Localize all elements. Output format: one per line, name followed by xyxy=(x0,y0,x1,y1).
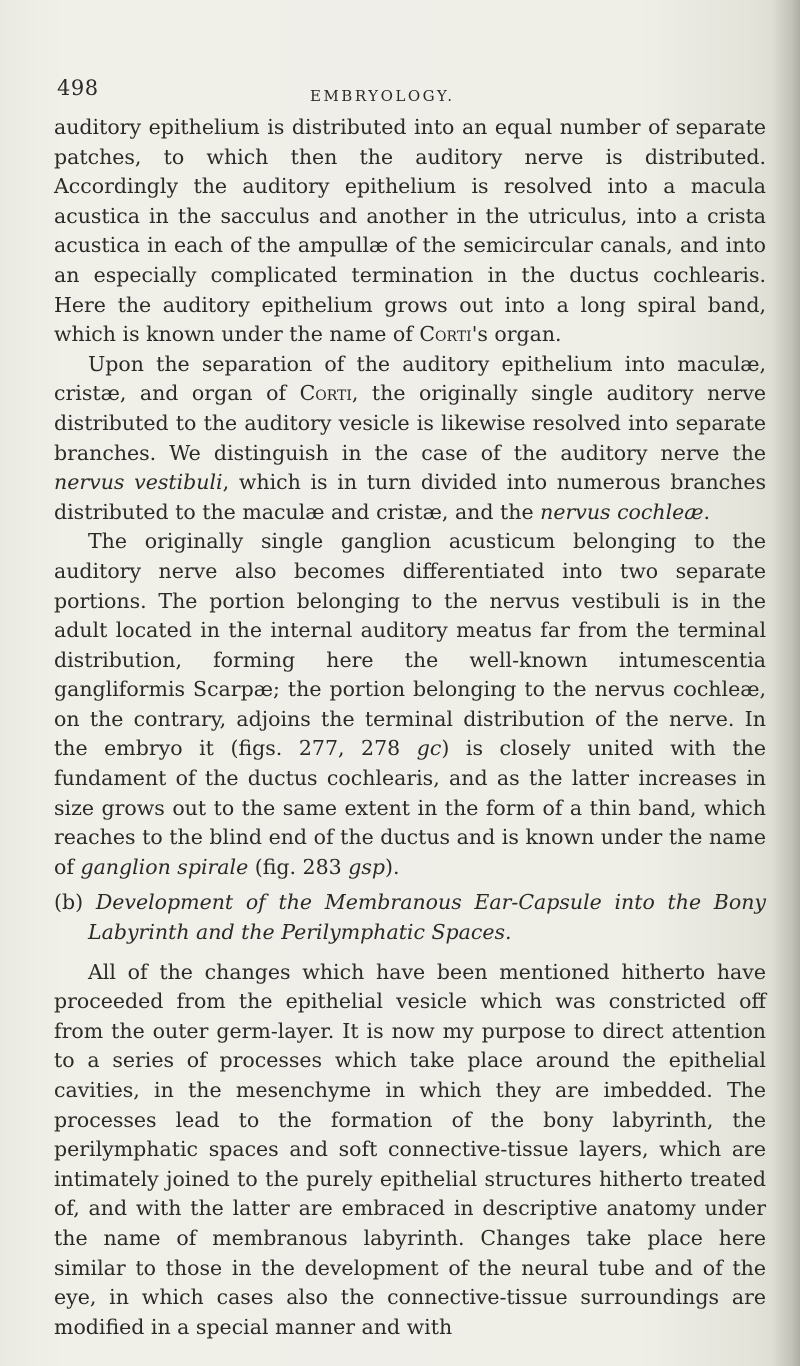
page-edge-shadow xyxy=(772,0,800,1366)
paragraph-1-text-end: 's organ. xyxy=(471,322,562,347)
paragraph-2-text: , which is in turn divided into numerous branches distributed to the maculæ and cristæ, and the xyxy=(54,470,767,524)
paragraph-1 xyxy=(54,113,766,350)
paragraph-2-text: , the originally single auditory nerve distributed to the auditory vesicle is likewise resolved into separate branches. We distinguish in the case of the auditory nerve the xyxy=(54,381,766,465)
paragraph-2-text-end: . xyxy=(703,499,711,524)
paragraph-2 xyxy=(54,350,766,528)
page-number: 498 xyxy=(57,76,99,100)
figure-ref-gsp: gsp xyxy=(348,854,385,879)
section-heading xyxy=(54,882,766,957)
paragraph-3-text-end: ). xyxy=(385,854,400,879)
paragraph-3-text: (fig. 283 xyxy=(248,854,349,879)
name-corti: Corti xyxy=(299,381,352,406)
paragraph-3-text: ) is closely united with the fundament of the ductus cochlearis, and as the latter increases in size grows out to the same extent in the form of a thin band, which reaches to the blind end of the ductus and is known under the name of xyxy=(54,736,766,879)
paragraph-4 xyxy=(54,958,766,1343)
term-nervus-vestibuli: nervus vestibuli xyxy=(54,470,223,495)
term-ganglion-spirale: ganglion spirale xyxy=(80,854,249,879)
body-text xyxy=(54,113,766,1342)
paragraph-1-text: auditory epithelium is distributed into an equal number of separate patches, to which then the auditory nerve is distributed. Accordingly the auditory epithelium is resolved into a macula acustica in the sacculus and another in the utriculus, into a crista acustica in each of the ampullæ of the semicircular canals, and into an especially complicated termination in the ductus cochlearis. Here the auditory epithelium grows out into a long spiral band, which is known under the name of xyxy=(54,115,766,347)
section-title: Development of the Membranous Ear-Capsule into the Bony Labyrinth and the Perilymphatic Spaces. xyxy=(88,890,766,945)
paragraph-3 xyxy=(54,527,766,882)
term-nervus-cochleae: nervus cochleæ xyxy=(540,499,704,524)
name-corti: Corti xyxy=(419,322,472,347)
section-label: (b) xyxy=(54,890,84,915)
running-head: EMBRYOLOGY. xyxy=(310,87,455,105)
paragraph-3-text: The originally single ganglion acusticum belonging to the auditory nerve also becomes differentiated into two separate portions. The portion belonging to the nervus vestibuli is in the adult located in the internal auditory meatus far from the terminal distribution, forming here the well-known intumescentia gangliformis Scarpæ; the portion belonging to the nervus cochleæ, on the contrary, adjoins the terminal distribution of the nerve. In the embryo it (figs. 277, 278 xyxy=(54,529,766,761)
figure-ref-gc: gc xyxy=(416,736,442,761)
paragraph-2-text: Upon the separation of the auditory epithelium into maculæ, cristæ, and organ of xyxy=(54,351,766,406)
paragraph-4-text: All of the changes which have been mentioned hitherto have proceeded from the epithelial vesicle which was constricted off from the outer germ-layer. It is now my purpose to direct attention to a series of processes which take place around the epithelial cavities, in the mesenchyme in which they are imbedded. The processes lead to the formation of the bony labyrinth, the perilymphatic spaces and soft connective-tissue layers, which are intimately joined to the purely epithelial structures hitherto treated of, and with the latter are embraced in descriptive anatomy under the name of membranous labyrinth. Changes take place here similar to those in the development of the neural tube and of the eye, in which cases also the connective-tissue surroundings are modified in a special manner and with xyxy=(54,959,766,1339)
